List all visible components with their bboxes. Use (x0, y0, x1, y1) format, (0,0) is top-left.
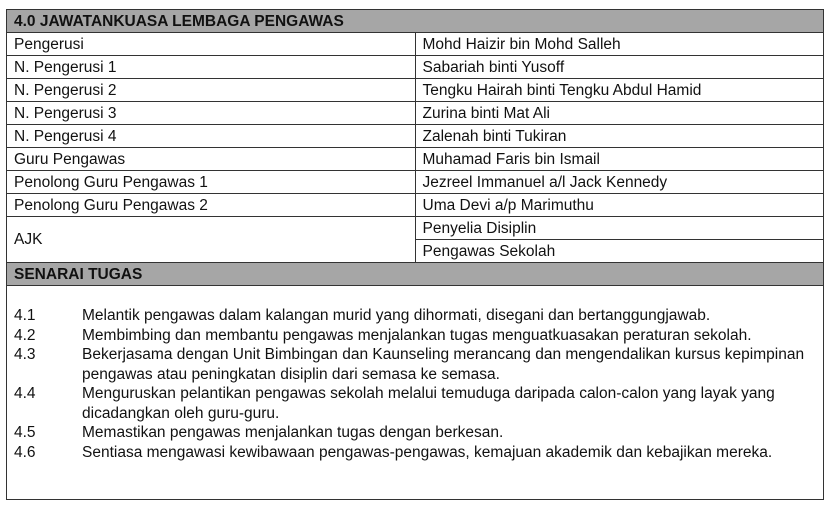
table-row (7, 148, 823, 171)
table-row (7, 194, 823, 217)
duty-text: Bekerjasama dengan Unit Bimbingan dan Kaunseling merancang dan mengendalikan kursus kepimpinan pengawas atau peningkatan disiplin dari semasa ke semasa. (82, 346, 805, 383)
ajk-member: Penyelia Disiplin (415, 217, 823, 240)
ajk-member: Pengawas Sekolah (415, 240, 823, 263)
duty-text: Melantik pengawas dalam kalangan murid yang dihormati, disegani dan bertanggungjawab. (82, 307, 711, 324)
duty-text: Membimbing dan membantu pengawas menjalankan tugas menguatkuasakan peraturan sekolah. (82, 326, 752, 344)
list-item (14, 384, 823, 423)
role-cell: Guru Pengawas (7, 148, 415, 171)
table-row (7, 125, 823, 148)
name-cell: Mohd Haizir bin Mohd Salleh (415, 33, 823, 56)
document-section (6, 9, 824, 500)
role-cell: Penolong Guru Pengawas 2 (7, 194, 415, 217)
list-item (14, 443, 823, 463)
ajk-label: AJK (7, 217, 415, 263)
list-item (14, 345, 823, 384)
name-cell: Jezreel Immanuel a/l Jack Kennedy (415, 171, 823, 194)
table-row-ajk (7, 217, 823, 240)
name-cell: Zalenah binti Tukiran (415, 125, 823, 148)
duties-header-row (7, 263, 823, 286)
role-cell: N. Pengerusi 3 (7, 102, 415, 125)
committee-table (7, 10, 823, 286)
role-cell: Penolong Guru Pengawas 1 (7, 171, 415, 194)
name-cell: Uma Devi a/p Marimuthu (415, 194, 823, 217)
list-item (14, 326, 823, 346)
role-cell: Pengerusi (7, 33, 415, 56)
duty-number: 4.6 (14, 443, 36, 461)
duty-text: Sentiasa mengawasi kewibawaan pengawas-pengawas, kemajuan akademik dan kebajikan mereka. (82, 443, 773, 461)
role-cell: N. Pengerusi 2 (7, 79, 415, 102)
duty-number: 4.5 (14, 424, 36, 441)
name-cell: Sabariah binti Yusoff (415, 56, 823, 79)
duty-number: 4.1 (14, 307, 36, 324)
name-cell: Zurina binti Mat Ali (415, 102, 823, 125)
table-row (7, 171, 823, 194)
duties-title: SENARAI TUGAS (7, 263, 823, 286)
role-cell: N. Pengerusi 4 (7, 125, 415, 148)
duty-number: 4.2 (14, 326, 36, 344)
duty-text: Menguruskan pelantikan pengawas sekolah melalui temuduga daripada calon-calon yang layak yang dicadangkan oleh guru-guru. (82, 385, 775, 422)
duty-number: 4.4 (14, 385, 36, 402)
list-item (14, 306, 823, 326)
section-header-row (7, 10, 823, 33)
name-cell: Tengku Hairah binti Tengku Abdul Hamid (415, 79, 823, 102)
section-title: 4.0 JAWATANKUASA LEMBAGA PENGAWAS (7, 10, 823, 33)
duties-list (7, 286, 823, 462)
list-item (14, 423, 823, 443)
duty-number: 4.3 (14, 346, 36, 363)
table-row (7, 33, 823, 56)
table-row (7, 102, 823, 125)
role-cell: N. Pengerusi 1 (7, 56, 415, 79)
duty-text: Memastikan pengawas menjalankan tugas dengan berkesan. (82, 424, 504, 441)
table-row (7, 79, 823, 102)
table-row (7, 56, 823, 79)
name-cell: Muhamad Faris bin Ismail (415, 148, 823, 171)
